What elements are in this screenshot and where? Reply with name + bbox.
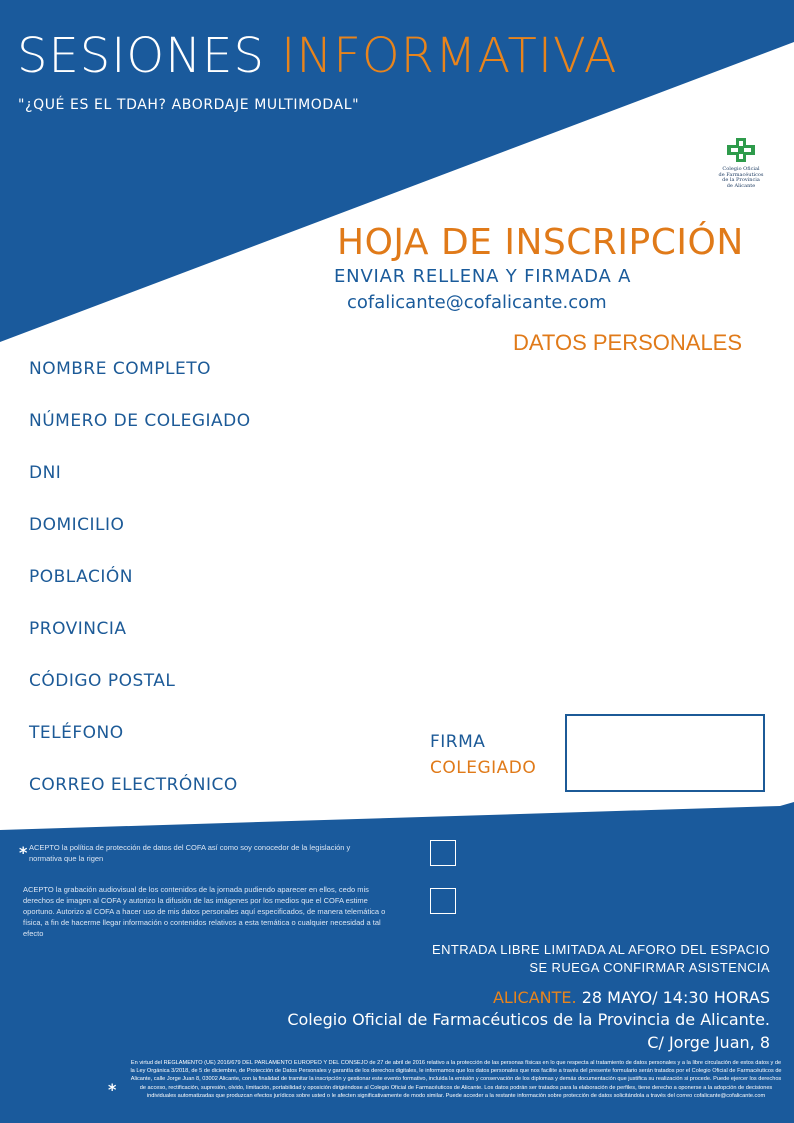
logo-text: Colegio Oficial de Farmacéuticos de la Provincia de Alicante — [718, 166, 764, 189]
title-white: SESIONES — [17, 28, 265, 84]
field-address[interactable]: DOMICILIO — [29, 515, 125, 535]
event-subtitle: "¿QUÉ ES EL TDAH? ABORDAJE MULTIMODAL" — [18, 97, 360, 113]
event-city: ALICANTE. — [492, 988, 577, 1007]
send-instruction: ENVIAR RELLENA Y FIRMADA A — [334, 266, 632, 287]
recording-consent-checkbox[interactable] — [430, 888, 456, 914]
title-orange: INFORMATIVA — [281, 28, 618, 84]
signature-box[interactable] — [565, 714, 765, 792]
event-date-time — [493, 988, 770, 1007]
free-entry-notice: ENTRADA LIBRE LIMITADA AL AFORO DEL ESPACIO — [432, 942, 770, 957]
cofa-logo — [718, 138, 764, 189]
field-province[interactable]: PROVINCIA — [29, 619, 127, 639]
event-datetime: 28 MAYO/ 14:30 HORAS — [581, 988, 770, 1007]
field-full-name[interactable]: NOMBRE COMPLETO — [29, 359, 212, 379]
field-email[interactable]: CORREO ELECTRÓNICO — [29, 775, 238, 795]
privacy-consent-text: ACEPTO la política de protección de datos del COFA así como soy conocedor de la legislación y normativa que la rigen — [29, 843, 351, 863]
organizer-name: Colegio Oficial de Farmacéuticos de la Provincia de Alicante. — [287, 1010, 770, 1029]
event-title — [17, 28, 618, 84]
form-title: HOJA DE INSCRIPCIÓN — [337, 222, 744, 263]
contact-email[interactable]: cofalicante@cofalicante.com — [347, 292, 607, 313]
confirm-attendance-notice: SE RUEGA CONFIRMAR ASISTENCIA — [529, 960, 770, 975]
signature-sublabel: COLEGIADO — [430, 758, 537, 778]
field-town[interactable]: POBLACIÓN — [29, 567, 133, 587]
organizer-address: C/ Jorge Juan, 8 — [647, 1033, 770, 1052]
field-phone[interactable]: TELÉFONO — [29, 723, 124, 743]
field-postal-code[interactable]: CÓDIGO POSTAL — [29, 671, 176, 691]
signature-label: FIRMA — [430, 732, 486, 752]
privacy-consent-checkbox[interactable] — [430, 840, 456, 866]
field-member-number[interactable]: NÚMERO DE COLEGIADO — [29, 411, 251, 431]
section-title-personal-data: DATOS PERSONALES — [513, 330, 743, 355]
field-dni[interactable]: DNI — [29, 463, 62, 483]
pharmacy-cross-icon — [727, 138, 755, 162]
legal-notice: En virtud del REGLAMENTO (UE) 2016/679 DEL PARLAMENTO EUROPEO Y DEL CONSEJO de 27 de abril de 2016 relativo a la protección de las personas físicas en lo que respecta al tratamiento de datos personales y a la libre circulación de estos datos y de la Ley Orgánica 3/2018, de 5 de diciembre, de Protección de Datos Personales y garantía de los derechos digitales, le informamos que los datos personales que nos facilite a través del presente formulario serán tratados por el Colegio Oficial de Farmacéuticos de Alicante, calle Jorge Juan 8, 03002 Alicante, con la finalidad de tramitar la inscripción y gestionar este evento formativo, incluida la emisión y conservación de los diplomas y demás documentación que justifica su realización si procede. Puede ejercer los derechos de acceso, rectificación, supresión, olvido, limitación, portabilidad y oposición dirigiéndose al Colegio Oficial de Farmacéuticos de Alicante. Los datos podrán ser tratados para la elaboración de perfiles, tiene derecho a oponerse a la adopción de decisiones individuales automatizadas que produzcan efectos jurídicos sobre usted o le afecten significativamente de modo similar. Puede acceder a la restante información sobre protección de datos solicitándola a través del correo cofalicante@cofalicante.com — [130, 1060, 782, 1099]
asterisk-icon: * — [19, 843, 28, 862]
recording-consent-text: ACEPTO la grabación audiovisual de los contenidos de la jornada pudiendo aparecer en ellos, cedo mis derechos de imagen al COFA y autorizo la difusión de las imágenes por los medios que el COFA estime oportuno. Autorizo al COFA a hacer uso de mis datos personales aquí especificados, de manera telemática o física, a fin de hacerme llegar información o contenidos relativos a esta temática o cualquier necesidad a tal efecto — [23, 885, 386, 938]
legal-asterisk-icon: * — [108, 1080, 117, 1099]
